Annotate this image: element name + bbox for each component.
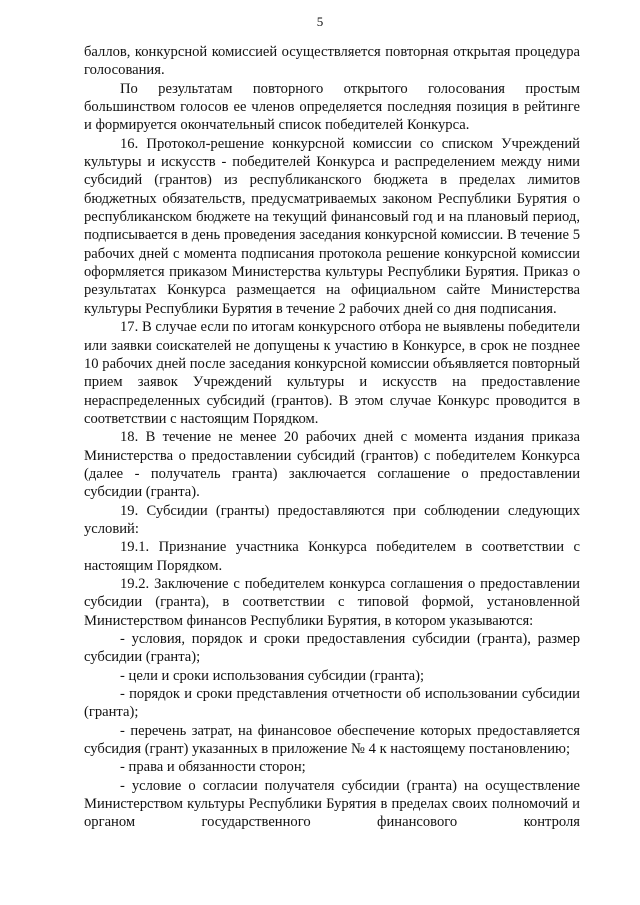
list-item-goals-terms: - цели и сроки использования субсидии (гранта); xyxy=(120,667,425,684)
paragraph-19-conditions: 19. Субсидии (гранты) предоставляются при соблюдении следующих условий: xyxy=(84,502,580,537)
paragraph-19-2: 19.2. Заключение с победителем конкурса соглашения о предоставлении субсидии (гранта), в соответствии с типовой формой, установленной Министерством финансов Республики Бурятия, в котором указываются: xyxy=(84,575,580,629)
page-number: 5 xyxy=(316,14,324,29)
paragraph-16-protocol-decision: 16. Протокол-решение конкурсной комиссии со списком Учреждений культуры и искусств - победителей Конкурса и распределением между ними субсидий (грантов) из республиканского бюджета в пределах лимитов бюджетных обязательств, предусматриваемых законом Республики Бурятия о республиканском бюджете на текущий финансовый год и на плановый период, подписывается в день проведения заседания конкурсной комиссии. В течение 5 рабочих дней с момента подписания протокола решение конкурсной комиссии оформляется приказом Министерства культуры Республики Бурятия. Приказ о результатах Конкурса размещается на официальном сайте Министерства культуры Республики Бурятия в течение 2 рабочих дней со дня подписания. xyxy=(84,135,580,317)
paragraph-17-no-winners: 17. В случае если по итогам конкурсного отбора не выявлены победители или заявки соискателей не допущены к участию в Конкурсе, в срок не позднее 10 рабочих дней после заседания конкурсной комиссии объявляется повторный прием заявок Учреждений культуры и искусств на предоставление нераспределенных субсидий (грантов). В этом случае Конкурс проводится в соответствии с настоящим Порядком. xyxy=(84,319,580,427)
list-item-costs-list: - перечень затрат, на финансовое обеспечение которых предоставляется субсидия (грант) указанных в приложение № 4 к настоящему постановлению; xyxy=(84,722,580,758)
paragraph-19-1: 19.1. Признание участника Конкурса победителем в соответствии с настоящим Порядком. xyxy=(84,539,580,574)
list-item-consent-control: - условие о согласии получателя субсидии (гранта) на осуществление Министерством культуры Республики Бурятия в пределах своих полномочий и органом государственного финансового контроля xyxy=(84,777,580,831)
paragraph-continued-voting: баллов, конкурсной комиссией осуществляется повторная открытая процедура голосования. xyxy=(84,44,580,79)
list-item-conditions-size: - условия, порядок и сроки предоставления субсидии (гранта), размер субсидии (гранта); xyxy=(84,631,580,666)
paragraph-18-agreement: 18. В течение не менее 20 рабочих дней с момента издания приказа Министерства о предоставлении субсидий (грантов) с победителем Конкурса (далее - получатель гранта) заключается соглашение о предоставлении субсидии (гранта). xyxy=(84,429,580,501)
list-item-rights-duties: - права и обязанности сторон; xyxy=(120,759,306,776)
list-item-reporting: - порядок и сроки представления отчетности об использовании субсидии (гранта); xyxy=(84,686,580,721)
paragraph-repeat-voting-results: По результатам повторного открытого голосования простым большинством голосов ее членов определяется последняя позиция в рейтинге и формируется окончательный список победителей Конкурса. xyxy=(84,80,580,134)
document-body xyxy=(84,43,580,832)
